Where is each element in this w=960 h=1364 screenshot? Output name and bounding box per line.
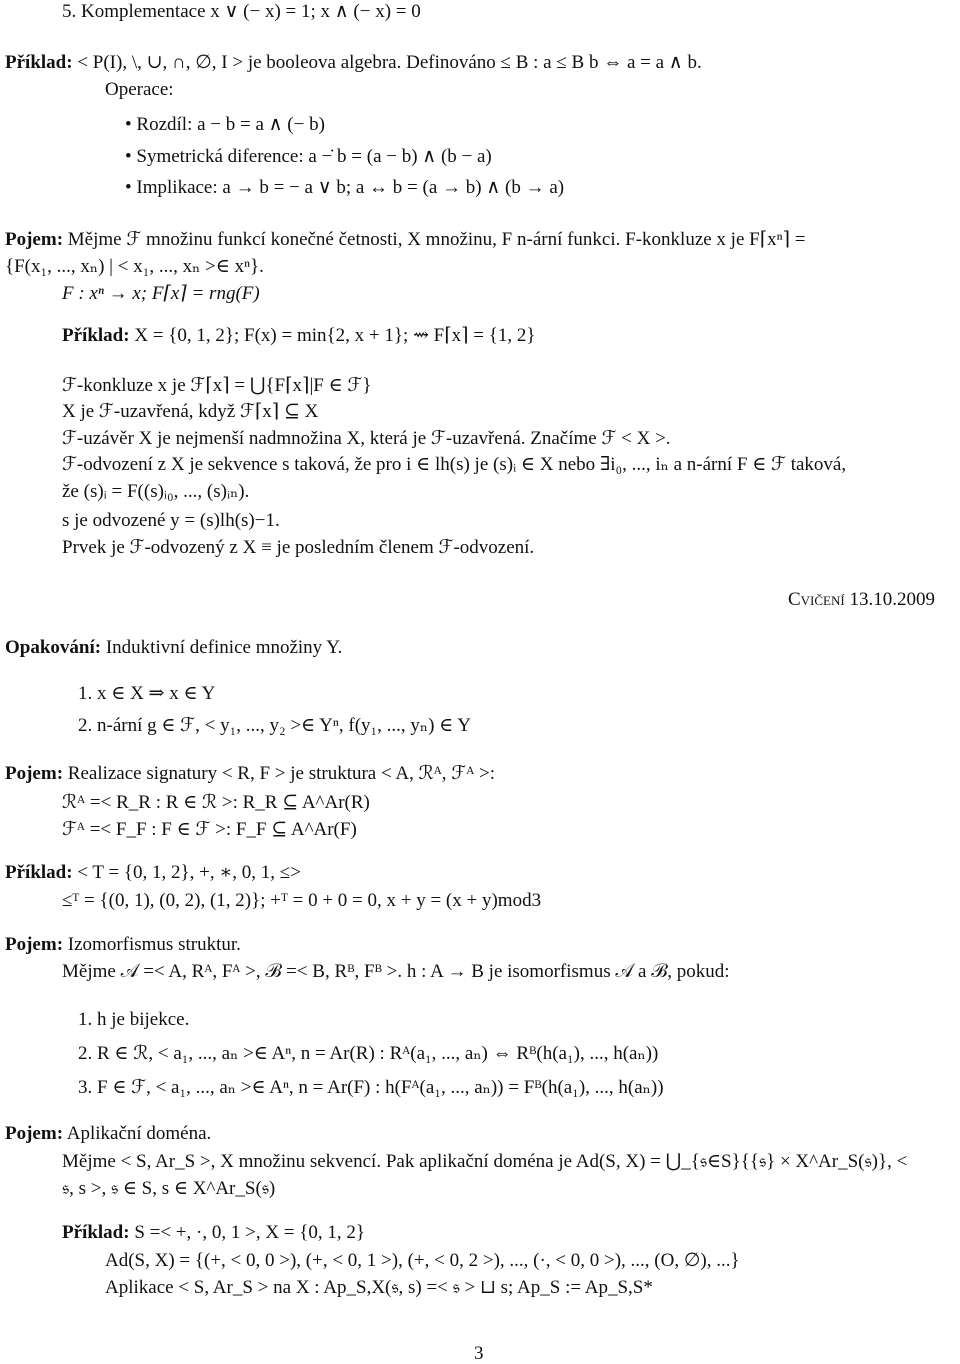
- text-line: [78, 1010, 189, 1029]
- text-line: [5, 257, 264, 276]
- text-line: [105, 80, 174, 99]
- text-line: [125, 115, 325, 134]
- text-line: [125, 178, 564, 197]
- text-line: [62, 1223, 365, 1242]
- text-line: [78, 1078, 664, 1097]
- text-line: [62, 326, 536, 345]
- text-line: [62, 376, 371, 395]
- line-text: že (s)ᵢ = F((s)ᵢ₀, ..., (s)ᵢₙ).: [62, 481, 250, 502]
- line-text: < T = {0, 1, 2}, +, ∗, 0, 1, ≤>: [77, 862, 301, 883]
- text-line: [62, 429, 671, 448]
- line-text: 2. n-ární g ∈ ℱ, < y₁, ..., y₂ >∈ Yⁿ, f(y₁, ..., yₙ) ∈ Y: [78, 715, 472, 736]
- line-text: s je odvozené y = (s)lh(s)−1.: [62, 510, 280, 531]
- line-label: Příklad:: [62, 1222, 130, 1243]
- text-line: [125, 147, 492, 166]
- line-text: Ad(S, X) = {(+, < 0, 0 >), (+, < 0, 1 >), (+, < 0, 2 >), ..., (·, < 0, 0 >), ..., (O, ∅), ...}: [105, 1250, 740, 1271]
- text-line: [105, 1251, 740, 1270]
- line-text: Mějme 𝒜 =< A, Rᴬ, Fᴬ >, ℬ =< B, Rᴮ, Fᴮ >. h : A → B je isomorfismus 𝒜 a ℬ, pokud:: [62, 961, 730, 982]
- line-text: ℱ-odvození z X je sekvence s taková, že pro i ∈ lh(s) je (s)ᵢ ∈ X nebo ∃i₀, ..., iₙ a n-ární F ∈ ℱ taková,: [62, 454, 847, 475]
- line-text: ℱ-konkluze x je ℱ⌈x⌉ = ⋃{F⌈x⌉|F ∈ ℱ}: [62, 375, 372, 396]
- line-text: 1. h je bijekce.: [78, 1009, 190, 1030]
- line-text: • Rozdíl: a − b = a ∧ (− b): [125, 114, 325, 135]
- line-text: Izomorfismus struktur.: [67, 934, 241, 955]
- text-line: [78, 1044, 658, 1063]
- text-line: [5, 935, 241, 954]
- text-line: [5, 53, 702, 72]
- line-label: Pojem:: [5, 763, 64, 784]
- text-line: [62, 2, 421, 21]
- line-label: Příklad:: [5, 52, 73, 73]
- line-text: ℱᴬ =< F_F : F ∈ ℱ >: F_F ⊆ A^Ar(F): [62, 819, 357, 840]
- text-line: [62, 284, 260, 303]
- line-text: Mějme < S, Ar_S >, X množinu sekvencí. Pak aplikační doména je Ad(S, X) = ⋃_{𝔰∈S}{{𝔰} × X^Ar_S(𝔰)}, <: [62, 1151, 908, 1172]
- line-text: ℱ-uzávěr X je nejmenší nadmnožina X, která je ℱ-uzavřená. Značíme ℱ < X >.: [62, 428, 671, 449]
- line-label: Pojem:: [5, 934, 64, 955]
- text-line: [5, 863, 301, 882]
- line-text: Induktivní definice množiny Y.: [105, 637, 343, 658]
- text-line: [62, 891, 541, 910]
- line-text: • Implikace: a → b = − a ∨ b; a ↔ b = (a → b) ∧ (b → a): [125, 177, 565, 198]
- line-text: F : xⁿ → x; F⌈x⌉ = rng(F): [62, 283, 260, 304]
- text-line: [62, 1152, 907, 1171]
- line-text: S =< +, ·, 0, 1 >, X = {0, 1, 2}: [134, 1222, 365, 1243]
- line-text: < P(I), \, ∪, ∩, ∅, I > je booleova algebra. Definováno ≤ B : a ≤ B b ⇔ a = a ∧ b.: [77, 52, 702, 73]
- line-text: Aplikace < S, Ar_S > na X : Ap_S,X(𝔰, s) =< 𝔰 > ⊔ s; Ap_S := Ap_S,S*: [105, 1277, 653, 1298]
- line-text: 2. R ∈ ℛ, < a₁, ..., aₙ >∈ Aⁿ, n = Ar(R) : Rᴬ(a₁, ..., aₙ) ⇔ Rᴮ(h(a₁), ..., h(aₙ)): [78, 1043, 659, 1064]
- text-line: [62, 538, 534, 557]
- line-label: Příklad:: [62, 325, 130, 346]
- text-line: [62, 1179, 275, 1198]
- line-label: Opakování:: [5, 637, 102, 658]
- page-number: [474, 1344, 484, 1363]
- text-line: [62, 820, 357, 839]
- line-label: Příklad:: [5, 862, 73, 883]
- line-text: Mějme ℱ množinu funkcí konečné četnosti, X množinu, F n-ární funkci. F-konkluze x je F⌈xⁿ⌉ =: [67, 229, 806, 250]
- text-line: [62, 455, 846, 474]
- line-text: Realizace signatury < R, F > je struktura < A, ℛᴬ, ℱᴬ >:: [67, 763, 496, 784]
- exercise-date: [788, 590, 935, 609]
- text-line: [62, 793, 370, 812]
- line-text: 5. Komplementace x ∨ (− x) = 1; x ∧ (− x) = 0: [62, 1, 421, 22]
- line-text: 𝔰, s >, 𝔰 ∈ S, s ∈ X^Ar_S(𝔰): [62, 1178, 276, 1199]
- line-text: X = {0, 1, 2}; F(x) = min{2, x + 1}; ⇝ F⌈x⌉ = {1, 2}: [134, 325, 536, 346]
- text-line: [5, 764, 495, 783]
- text-line: [78, 716, 471, 735]
- line-text: Aplikační doména.: [66, 1123, 212, 1144]
- text-line: [62, 482, 249, 501]
- line-text: X je ℱ-uzavřená, když ℱ⌈x⌉ ⊆ X: [62, 401, 319, 422]
- text-line: [5, 638, 342, 657]
- line-text: 1. x ∈ X ⇒ x ∈ Y: [78, 683, 216, 704]
- text-line: [78, 684, 215, 703]
- text-line: [62, 511, 280, 530]
- line-label: Pojem:: [5, 1123, 64, 1144]
- line-text: Cvičení 13.10.2009: [788, 589, 935, 610]
- text-line: [5, 230, 806, 249]
- text-line: [62, 402, 318, 421]
- text-line: [105, 1278, 653, 1297]
- line-text: ≤ᵀ = {(0, 1), (0, 2), (1, 2)}; +ᵀ = 0 + 0 = 0, x + y = (x + y)mod3: [62, 890, 542, 911]
- line-label: Pojem:: [5, 229, 64, 250]
- text-line: [62, 962, 729, 981]
- line-text: Operace:: [105, 79, 174, 100]
- line-text: • Symetrická diference: a −̇ b = (a − b) ∧ (b − a): [125, 146, 492, 167]
- line-text: Prvek je ℱ-odvozený z X ≡ je posledním členem ℱ-odvození.: [62, 537, 535, 558]
- line-text: 3: [474, 1343, 484, 1364]
- line-text: {F(x₁, ..., xₙ) | < x₁, ..., xₙ >∈ xⁿ}.: [5, 256, 264, 277]
- line-text: ℛᴬ =< R_R : R ∈ ℛ >: R_R ⊆ A^Ar(R): [62, 792, 370, 813]
- line-text: 3. F ∈ ℱ, < a₁, ..., aₙ >∈ Aⁿ, n = Ar(F) : h(Fᴬ(a₁, ..., aₙ)) = Fᴮ(h(a₁), ..., h(aₙ)): [78, 1077, 664, 1098]
- text-line: [5, 1124, 211, 1143]
